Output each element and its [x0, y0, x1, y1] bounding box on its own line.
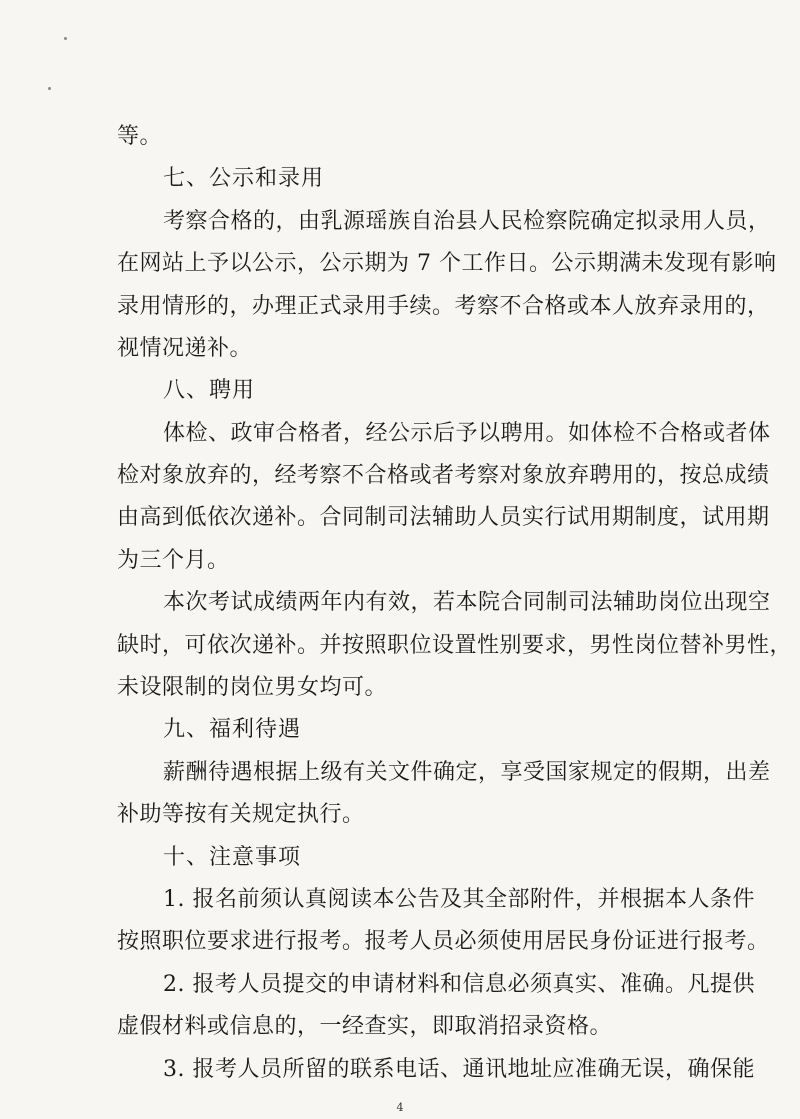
- paragraph-line: 视情况递补。: [117, 336, 253, 361]
- section-heading-employment: 八、聘用: [163, 378, 256, 403]
- scan-speck: [64, 37, 67, 40]
- paragraph-line: 缺时，可依次递补。并按照职位设置性别要求，男性岗位替补男性，: [117, 633, 793, 658]
- paragraph-line: 本次考试成绩两年内有效，若本院合同制司法辅助岗位出现空: [163, 590, 771, 615]
- paragraph-line: 检对象放弃的，经考察不合格或者考察对象放弃聘用的，按总成绩: [117, 463, 770, 488]
- list-item-line: 按照职位要求进行报考。报考人员必须使用居民身份证进行报考。: [117, 929, 770, 954]
- paragraph-line: 补助等按有关规定执行。: [117, 802, 365, 827]
- paragraph-line: 录用情形的，办理正式录用手续。考察不合格或本人放弃录用的，: [117, 294, 770, 319]
- list-item-line: 1. 报名前须认真阅读本公告及其全部附件，并根据本人条件: [163, 887, 755, 912]
- list-item-line: 虚假材料或信息的，一经查实，即取消招录资格。: [117, 1014, 613, 1039]
- paragraph-line: 薪酬待遇根据上级有关文件确定，享受国家规定的假期，出差: [163, 760, 771, 785]
- list-item-line: 2. 报考人员提交的申请材料和信息必须真实、准确。凡提供: [163, 972, 755, 997]
- list-item-line: 3. 报考人员所留的联系电话、通讯地址应准确无误，确保能: [163, 1057, 755, 1082]
- paragraph-line: 体检、政审合格者，经公示后予以聘用。如体检不合格或者体: [163, 421, 771, 446]
- paragraph-line: 由高到低依次递补。合同制司法辅助人员实行试用期制度，试用期: [117, 505, 770, 530]
- section-heading-notes: 十、注意事项: [163, 845, 302, 870]
- section-heading-benefits: 九、福利待遇: [163, 717, 302, 742]
- text-line: 等。: [117, 124, 163, 149]
- paragraph-line: 为三个月。: [117, 548, 230, 573]
- section-heading-publicity: 七、公示和录用: [163, 166, 325, 191]
- paragraph-line: 未设限制的岗位男女均可。: [117, 675, 388, 700]
- paragraph-line: 在网站上予以公示，公示期为 7 个工作日。公示期满未发现有影响: [117, 251, 777, 276]
- page-number: 4: [396, 1101, 404, 1114]
- scan-speck: [48, 87, 51, 90]
- paragraph-line: 考察合格的，由乳源瑶族自治县人民检察院确定拟录用人员，: [163, 209, 771, 234]
